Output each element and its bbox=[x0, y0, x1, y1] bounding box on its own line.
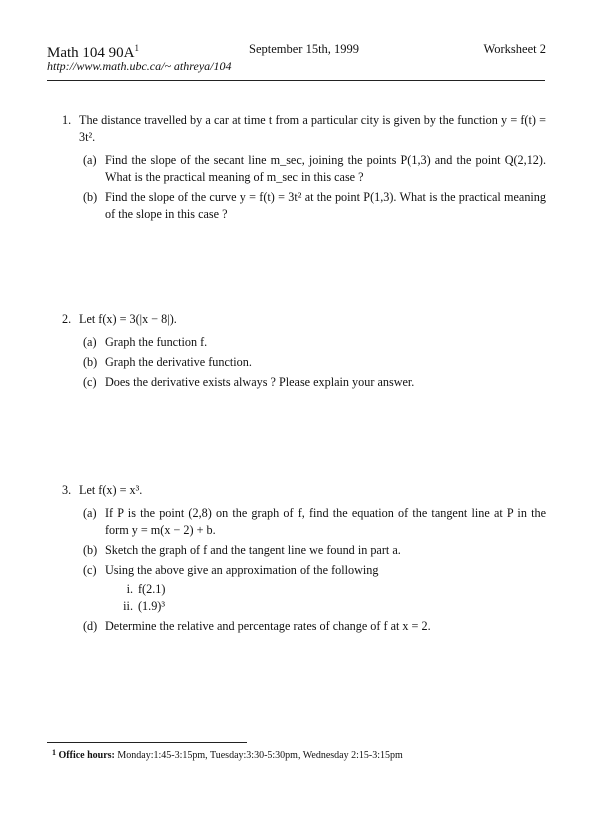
list-item bbox=[83, 562, 546, 615]
item-label: (c) bbox=[83, 563, 97, 577]
header-date: September 15th, 1999 bbox=[249, 42, 360, 56]
footnote-text: Monday:1:45-3:15pm, Tuesday:3:30-5:30pm, Wednesday 2:15-3:15pm bbox=[117, 750, 403, 761]
worksheet-label: Worksheet 2 bbox=[483, 42, 546, 56]
item-text: Graph the function f. bbox=[105, 335, 208, 349]
list-item bbox=[83, 505, 546, 539]
list-item bbox=[83, 542, 546, 559]
item-text: Using the above give an approximation of the following bbox=[105, 563, 379, 577]
footnote-mark: 1 bbox=[134, 43, 139, 53]
footnote bbox=[52, 744, 403, 764]
sub-items bbox=[115, 581, 546, 615]
item-label: (b) bbox=[83, 355, 98, 369]
item-label: (b) bbox=[83, 543, 98, 557]
sub-list-item bbox=[115, 598, 546, 615]
problem-1 bbox=[62, 112, 546, 226]
problem-2 bbox=[62, 311, 546, 394]
item-text: Sketch the graph of f and the tangent line we found in part a. bbox=[105, 543, 401, 557]
problem-text: Let f(x) = 3(|x − 8|). bbox=[79, 312, 177, 326]
sub-list-item bbox=[115, 581, 546, 598]
problem-text: Let f(x) = x³. bbox=[79, 483, 143, 497]
item-label: (a) bbox=[83, 506, 97, 520]
item-label: (a) bbox=[83, 153, 97, 167]
list-item bbox=[83, 374, 546, 391]
item-label: (c) bbox=[83, 375, 97, 389]
item-label: (a) bbox=[83, 335, 97, 349]
problem-items bbox=[83, 505, 546, 635]
list-item bbox=[83, 334, 546, 351]
problem-number: 1. bbox=[62, 113, 72, 127]
item-text: If P is the point (2,8) on the graph of f, find the equation of the tangent line at P in the form y = m(x − 2) + b. bbox=[105, 506, 546, 537]
problem-number: 3. bbox=[62, 483, 72, 497]
item-text: Find the slope of the secant line m_sec, joining the points P(1,3) and the point Q(2,12). What is the practical meaning of m_sec in this case ? bbox=[105, 153, 546, 184]
problem-items bbox=[83, 334, 546, 391]
problem-number: 2. bbox=[62, 312, 72, 326]
header-rule bbox=[47, 80, 545, 81]
item-label: (b) bbox=[83, 190, 98, 204]
footnote-heading: Office hours: bbox=[58, 750, 115, 761]
problem-items bbox=[83, 152, 546, 223]
item-text: Find the slope of the curve y = f(t) = 3t² at the point P(1,3). What is the practical meaning of the slope in this case ? bbox=[105, 190, 546, 221]
list-item bbox=[83, 189, 546, 223]
sub-item-label: i. bbox=[126, 582, 133, 596]
list-item bbox=[83, 618, 546, 635]
sub-item-text: f(2.1) bbox=[138, 582, 166, 596]
course-url: http://www.math.ubc.ca/~ athreya/104 bbox=[47, 59, 232, 73]
list-item bbox=[83, 354, 546, 371]
item-text: Graph the derivative function. bbox=[105, 355, 252, 369]
course-title-text: Math 104 90A bbox=[47, 45, 135, 61]
footnote-mark: 1 bbox=[52, 748, 56, 757]
item-text: Does the derivative exists always ? Please explain your answer. bbox=[105, 375, 415, 389]
item-text: Determine the relative and percentage rates of change of f at x = 2. bbox=[105, 619, 431, 633]
sub-item-label: ii. bbox=[123, 599, 133, 613]
item-label: (d) bbox=[83, 619, 98, 633]
sub-item-text: (1.9)³ bbox=[138, 599, 166, 613]
problem-3 bbox=[62, 482, 546, 638]
problem-text: The distance travelled by a car at time t from a particular city is given by the function y = f(t) = 3t². bbox=[79, 113, 546, 144]
list-item bbox=[83, 152, 546, 186]
footnote-rule bbox=[47, 742, 247, 743]
